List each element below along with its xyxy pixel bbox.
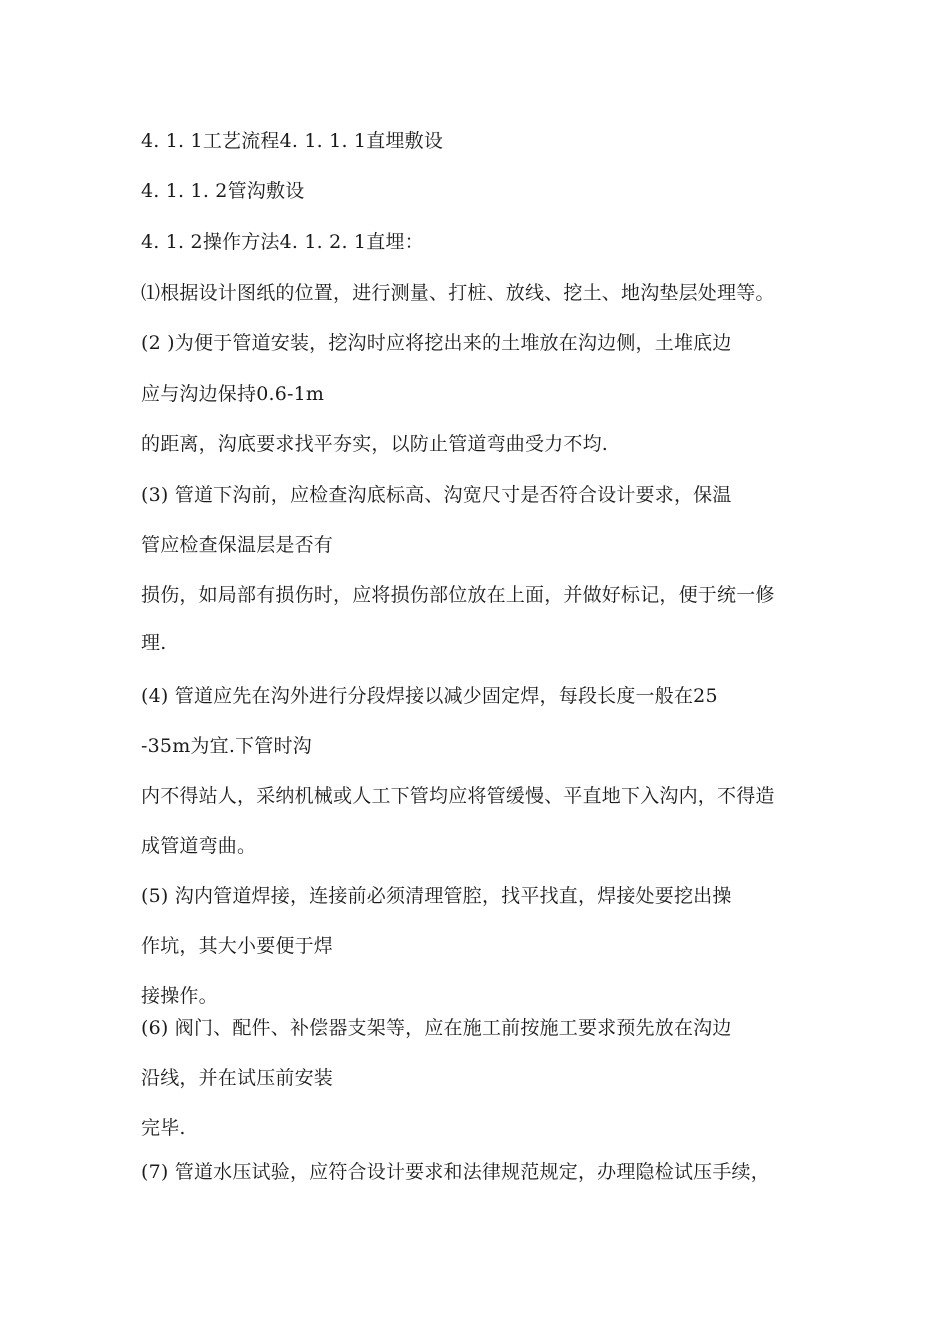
text-line: 的距离，沟底要求找平夯实，以防止管道弯曲受力不均.	[141, 433, 609, 455]
text-line: 4. 1. 1. 2管沟敷设	[141, 180, 305, 202]
text-line: 成管道弯曲。	[141, 835, 257, 857]
text-line: (5) 沟内管道焊接，连接前必须清理管腔，找平找直，焊接处要挖出操	[141, 885, 732, 907]
text-line: 应与沟边保持0.6-1m	[141, 383, 325, 405]
text-line: ⑴根据设计图纸的位置，进行测量、打桩、放线、挖土、地沟垫层处理等。	[141, 282, 775, 304]
text-line: 作坑，其大小要便于焊	[141, 935, 334, 957]
text-line: 4. 1. 2操作方法4. 1. 2. 1直埋：	[141, 231, 424, 253]
text-line: (2 )为便于管道安装，挖沟时应将挖出来的土堆放在沟边侧，土堆底边	[141, 332, 732, 354]
text-line: 沿线，并在试压前安装	[141, 1067, 334, 1089]
text-line: (3) 管道下沟前，应检查沟底标高、沟宽尺寸是否符合设计要求，保温	[141, 484, 732, 506]
text-line: (6) 阀门、配件、补偿器支架等，应在施工前按施工要求预先放在沟边	[141, 1017, 732, 1039]
text-line: 接操作。	[141, 985, 218, 1007]
text-line: (7) 管道水压试验，应符合设计要求和法律规范规定，办理隐检试压手续，	[141, 1161, 770, 1183]
text-line: 管应检查保温层是否有	[141, 534, 334, 556]
text-line: -35m为宜.下管时沟	[141, 735, 312, 757]
text-line: (4) 管道应先在沟外进行分段焊接以减少固定焊，每段长度一般在25	[141, 685, 718, 707]
text-line: 内不得站人，采纳机械或人工下管均应将管缓慢、平直地下入沟内，不得造	[141, 785, 775, 807]
text-line: 完毕.	[141, 1117, 186, 1139]
text-line: 损伤，如局部有损伤时，应将损伤部位放在上面，并做好标记，便于统一修	[141, 584, 775, 606]
text-line: 理.	[141, 632, 167, 654]
text-line: 4. 1. 1工艺流程4. 1. 1. 1直埋敷设	[141, 130, 444, 152]
